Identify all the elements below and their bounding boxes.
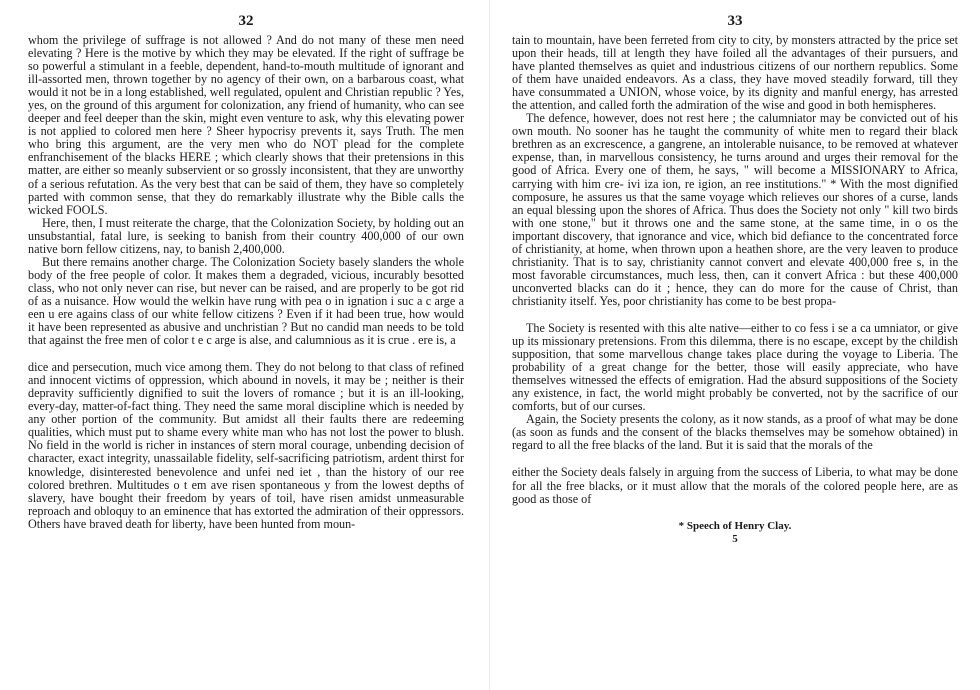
footnote: * Speech of Henry Clay. [678, 519, 792, 532]
paragraph: whom the privilege of suffrage is not allowed ? And do not many of these men need elevating ? Here is the motive by which they may be elevated. If the right of suffrage be so powerful a stimulant in a feeble, dependent, hand-to-mouth multitude of ignorant and ill-assorted men, thrown together by no agency of their own, on a barbarous coast, what would it not be in a long established, well regulated, opulent and Christian republic ? Yes, yes, on the ground of this argument for colonization, any friend of humanity, who can see deeper and feel deeper than the skin, might even venture to ask, why this elevating power is not applied to colored men here ? Sheer hypocrisy prevents it, says Truth. The men who bring this argument, are the very men who do NOT plead for the complete enfranchisement of the blacks HERE ; which clearly shows that their pretensions in this matter, are either so meanly subservient or so grossly inconsistent, that they are unworthy of a serious refutation. As the very best that can be said of them, they have so completely parted with common sense, that they do remarkably illustrate why the Bible calls the wicked FOOLS. [28, 33, 464, 217]
page-number: 32 [238, 13, 254, 29]
paragraph: The Society is resented with this alte native—either to co fess i se a ca umniator, or give up its missionary pretensions. From this dilemma, there is no escape, except by the childish supposition, that some marvellous change takes place during the voyage to Liberia. The probability of a great change for the better, those will easily appreciate, who have themselves witnessed the effects of emigration. Had the absurd suppositions of the Society any existence, in fact, the world might probably be converted, not by the sacrifice of our comforts, but of our curses. [512, 320, 958, 414]
paragraph: The defence, however, does not rest here ; the calumniator may be convicted out of his own mouth. No sooner has he taught the community of white men to regard their black brethren as an excrescence, a gangrene, an intolerable nuisance, to be removed at whatever expense, than, in marvellous consistency, he turns around and urges their removal for the good of Africa. Every one of them, he says, " will become a MISSIONARY to Africa, carrying with him cre- ivi iza ion, re igion, an ree institutions." * With the most dignified composure, he assures us that the same voyage which relieves our shores of a curse, lands an equal blessing upon the shores of Africa. Thus does the Society not only " kill two birds with one stone," but it throws one and the same stone, at the same time, in o os the important discovery, that ignorance and vice, which bid defiance to the concentrated force of christianity, at home, when thrown upon a heathen shore, are the very leaven to produce christianity. That is to say, christianity cannot convert and elevate 400,000 free s, in the most favorable circumstances, much less, then, can it convert Africa : but these 400,000 unconverted blacks can do it ; hence, they can do more for the cause of Christ, than christianity itself. Yes, poor christianity has come to be best propa- [512, 111, 958, 308]
right-page [490, 0, 980, 690]
paragraph: tain to mountain, have been ferreted from city to city, by monsters attracted by the price set upon their heads, till at length they have foiled all the advantages of their pursuers, and have planted themselves as quiet and industrious citizens of our northern republics. Some of them have unaided endeavors. As a class, they have moved steadily forward, till they have consummated a UNION, whose voice, by its dignity and manful energy, has arrested the attention, and called forth the admiration of the wise and good in both hemispheres. [512, 33, 958, 113]
scan-gap [512, 308, 958, 322]
paragraph: either the Society deals falsely in arguing from the success of Liberia, to what may be done for all the free blacks, or it must allow that the morals of the colored people here, are as good as those of [512, 465, 958, 506]
signature-mark: 5 [732, 532, 738, 545]
paragraph: But there remains another charge. The Colonization Society basely slanders the whole body of the free people of color. It makes them a degraded, vicious, incurably besotted class, who not only never can rise, but never can be raised, and are properly to be got rid of as a nuisance. How would the welkin have rung with pea o in ignation i suc a c arge a een u ere agains class of our white fellow citizens ? Even if it had been true, how would it have been represented as abusive and unchristian ? But no candid man needs to be told that against the free men of color t e c arge is alse, and calumnious as it is crue . ere is, a [28, 254, 464, 348]
page-number: 33 [727, 13, 743, 29]
scan-gap [512, 452, 958, 466]
paragraph: dice and persecution, much vice among them. They do not belong to that class of refined and innocent victims of oppression, which abound in novels, it may be ; neither is their depravity sufficiently dignified to suit the lovers of romance ; but it is an ill-looking, every-day, matter-of-fact thing. They need the same moral discipline which is needed by any other portion of the community. But amidst all their faults there are redeeming qualities, which must put to shame every white man who has not lost the power to blush. No field in the world is richer in instances of stern moral courage, unbending decision of character, exact integrity, unassailable fidelity, self-sacrificing patriotism, ardent thirst for knowledge, disinterested benevolence and unfei ned iet , than the history of our ree colored brethren. Multitudes o t em ave risen spontaneous y from the lowest depths of slavery, have bought their freedom by years of toil, have risen amidst unmeasurable reproach and obloquy to an eminence that has extorted the admiration of their oppressors. Others have braved death for liberty, have been hunted from moun- [28, 360, 464, 531]
paragraph: Again, the Society presents the colony, as it now stands, as a proof of what may be done (as soon as funds and the consent of the blacks themselves may be somehow obtained) in regard to all the free blacks of the land. But it is said that the morals of the [512, 412, 958, 453]
scan-gap [28, 347, 464, 361]
paragraph: Here, then, I must reiterate the charge, that the Colonization Society, by holding out an unsubstantial, fatal lure, is seeking to banish from their country 400,000 of our own native born fellow citizens, nay, to banish 2,400,000. [28, 215, 464, 256]
